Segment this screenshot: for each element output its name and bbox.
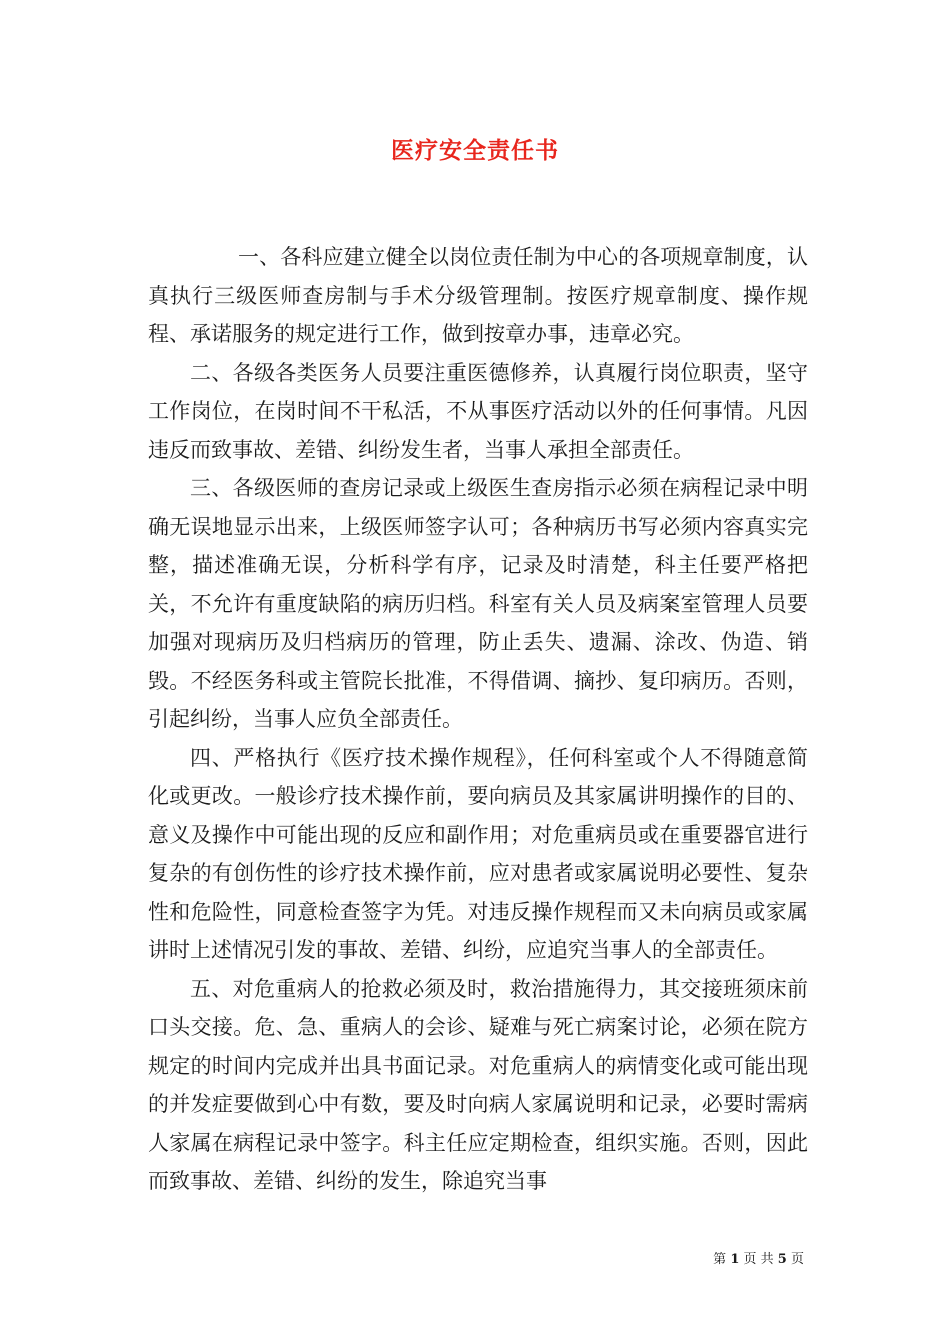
paragraph-1: 一、各科应建立健全以岗位责任制为中心的各项规章制度，认真执行三级医师查房制与手术分级管理制。按医疗规章制度、操作规程、承诺服务的规定进行工作，做到按章办事，违章必究。 bbox=[148, 245, 808, 346]
paragraph-2: 二、各级各类医务人员要注重医德修养，认真履行岗位职责，坚守工作岗位，在岗时间不干私活，不从事医疗活动以外的任何事情。凡因违反而致事故、差错、纠纷发生者，当事人承担全部责任。 bbox=[148, 360, 808, 462]
footer-total-pages: 5 bbox=[777, 1252, 787, 1267]
footer-suffix: 页 bbox=[790, 1252, 804, 1267]
paragraph-4: 四、严格执行《医疗技术操作规程》，任何科室或个人不得随意简化或更改。一般诊疗技术操作前，要向病员及其家属讲明操作的目的、意义及操作中可能出现的反应和副作用；对危重病员或在重要器官进行复杂的有创伤性的诊疗技术操作前，应对患者或家属说明必要性、复杂性和危险性，同意检查签字为凭。对违反操作规程而又未向病员或家属讲时上述情况引发的事故、差错、纠纷，应追究当事人的全部责任。 bbox=[148, 745, 808, 962]
footer-middle: 页 共 bbox=[743, 1252, 774, 1267]
paragraph-3: 三、各级医师的查房记录或上级医生查房指示必须在病程记录中明确无误地显示出来，上级医师签字认可；各种病历书写必须内容真实完整，描述准确无误，分析科学有序，记录及时清楚，科主任要严格把关，不允许有重度缺陷的病历归档。科室有关人员及病案室管理人员要加强对现病历及归档病历的管理，防止丢失、遗漏、涂改、伪造、销毁。不经医务科或主管院长批准，不得借调、摘抄、复印病历。否则，引起纠纷，当事人应负全部责任。 bbox=[148, 476, 808, 731]
footer-prefix: 第 bbox=[713, 1252, 727, 1267]
document-body bbox=[148, 238, 808, 1201]
paragraph-5: 五、对危重病人的抢救必须及时，救治措施得力，其交接班须床前口头交接。危、急、重病人的会诊、疑难与死亡病案讨论，必须在院方规定的时间内完成并出具书面记录。对危重病人的病情变化或可能出现的并发症要做到心中有数，要及时向病人家属说明和记录，必要时需病人家属在病程记录中签字。科主任应定期检查，组织实施。否则，因此而致事故、差错、纠纷的发生，除追究当事 bbox=[148, 976, 808, 1193]
document-title: 医疗安全责任书 bbox=[391, 137, 559, 164]
footer-current-page: 1 bbox=[730, 1252, 740, 1267]
page-number-footer bbox=[713, 1248, 804, 1267]
